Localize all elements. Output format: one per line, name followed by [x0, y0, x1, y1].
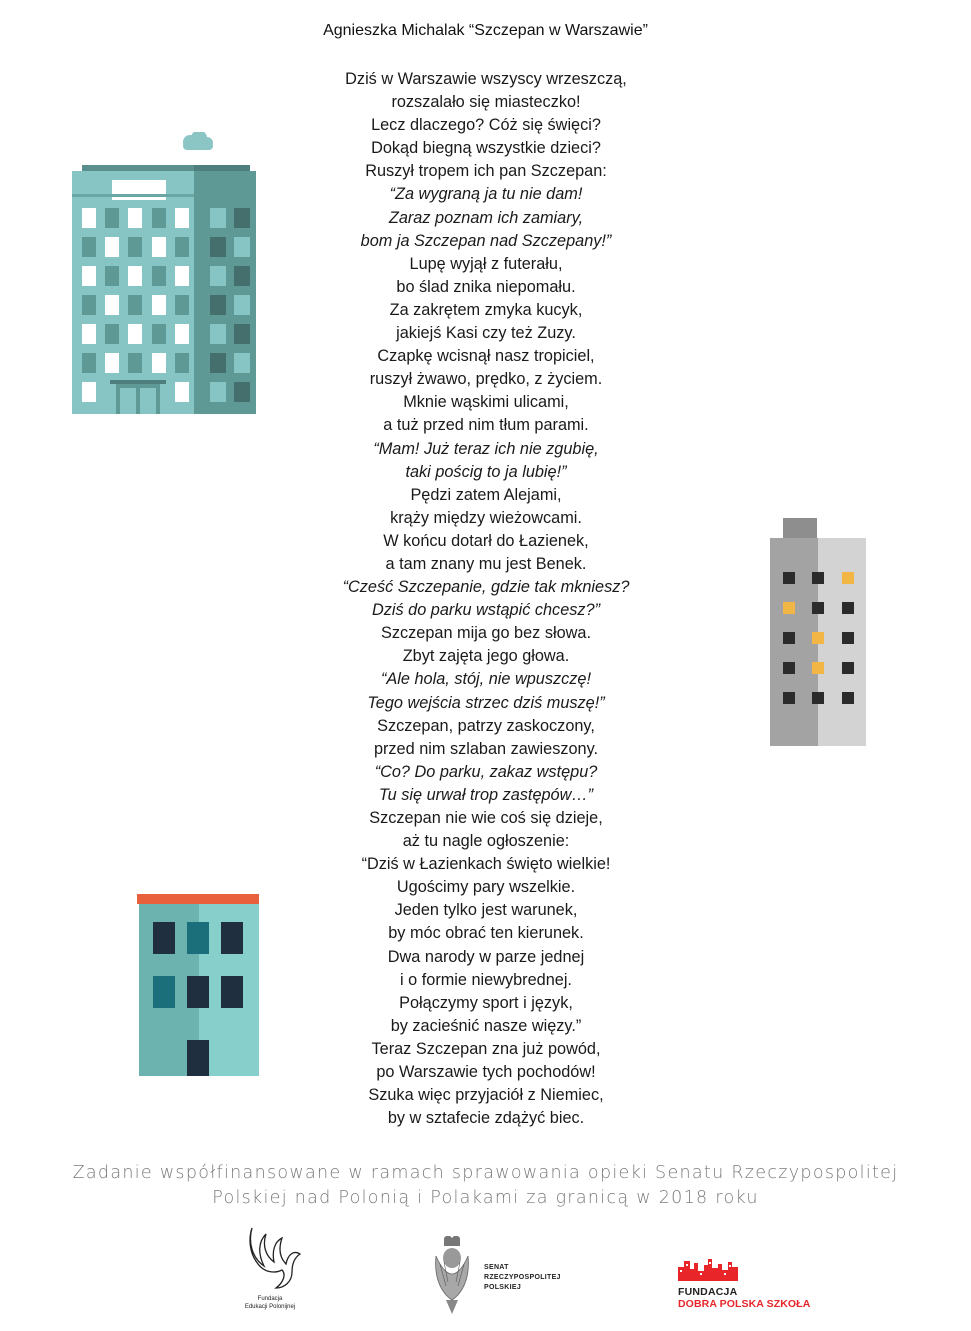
dps-line-2: DOBRA POLSKA SZKOŁA [678, 1298, 811, 1310]
senat-line-1: SENAT [484, 1264, 509, 1271]
poem-line: Ugościmy pary wszelkie. [396, 878, 576, 897]
poem-line: przed nim szlaban zawieszony. [373, 739, 599, 758]
poem-line: po Warszawie tych pochodów! [376, 1063, 596, 1082]
poem-line: Pędzi zatem Alejami, [410, 485, 562, 504]
eagle-icon [238, 1224, 308, 1292]
poem-line: by zacieśnić nasze więzy.” [390, 1016, 582, 1035]
poem-line: a tuż przed nim tłum parami. [383, 416, 589, 435]
teal-office-building-icon [70, 132, 260, 414]
poem-line: Szczepan mija go bez słowa. [381, 624, 591, 643]
poem-line: Zbyt zajęta jego głowa. [402, 647, 570, 666]
poem-line: “Co? Do parku, zakaz wstępu? [374, 762, 598, 781]
poem-line: by w sztafecie zdążyć biec. [387, 1109, 585, 1128]
poem-line: Połączymy sport i język, [399, 993, 573, 1012]
poem-line: a tam znany mu jest Benek. [385, 554, 587, 573]
poem-line: krąży między wieżowcami. [390, 508, 582, 527]
page-title: Agnieszka Michalak “Szczepan w Warszawie” [323, 22, 648, 39]
poem-line: “Dziś w Łazienkach święto wielkie! [361, 855, 611, 874]
poem-line: jakiejś Kasi czy też Zuzy. [396, 324, 576, 343]
poem-line: Jeden tylko jest warunek, [394, 901, 578, 920]
poem-body [236, 68, 736, 1130]
poem-line: Tu się urwał trop zastępów…” [378, 785, 594, 804]
poem-line: Lecz dlaczego? Cóż się święci? [371, 116, 601, 135]
poem-line: “Cześć Szczepanie, gdzie tak mkniesz? [342, 578, 630, 597]
dps-line-1: FUNDACJA [678, 1286, 738, 1298]
poem-line: Dwa narody w parze jednej [387, 947, 585, 966]
grey-tower-building-icon [770, 518, 868, 746]
logo-fundacja-edukacji-polonijnej [230, 1224, 310, 1319]
senat-line-2: RZECZYPOSPOLITEJ [484, 1274, 561, 1281]
funding-note-line-1: Zadanie współfinansowane w ramach sprawowania opieki Senatu Rzeczypospolitej [72, 1163, 899, 1183]
poem-line: “Ale hola, stój, nie wpuszczę! [381, 670, 591, 689]
poem-line: Dziś w Warszawie wszyscy wrzeszczą, [345, 70, 627, 88]
poem-line: “Mam! Już teraz ich nie zgubię, [373, 439, 599, 458]
fep-line-1: Fundacja [257, 1296, 283, 1302]
fep-line-2: Edukacji Polonijnej [244, 1304, 296, 1310]
poem-line: bo ślad znika niepomału. [396, 277, 576, 296]
poem-line: bom ja Szczepan nad Szczepany!” [360, 231, 612, 250]
senate-eagle-icon [432, 1236, 472, 1316]
logo-senat-rp [432, 1236, 572, 1316]
poem-line: Mknie wąskimi ulicami, [403, 393, 569, 412]
poem-line: Czapkę wcisnął nasz tropiciel, [377, 347, 595, 366]
poem-line: W końcu dotarł do Łazienek, [383, 531, 589, 550]
poem-line: “Za wygraną ja tu nie dam! [389, 185, 583, 204]
poem-line: taki pościg to ja lubię!” [405, 462, 567, 481]
poem-line: aż tu nagle ogłoszenie: [402, 832, 570, 851]
poem-line: Dokąd biegną wszystkie dzieci? [371, 139, 601, 158]
poem-line: by móc obrać ten kierunek. [388, 924, 584, 943]
poem-line: Zaraz poznam ich zamiary, [388, 208, 584, 227]
poem-line: Tego wejścia strzec dziś muszę!” [367, 693, 605, 712]
poem-line: ruszył żwawo, prędko, z życiem. [369, 370, 603, 389]
poem-line: Szczepan, patrzy zaskoczony, [377, 716, 595, 735]
poem-line: Za zakrętem zmyka kucyk, [389, 300, 583, 319]
city-skyline-icon [678, 1259, 738, 1281]
poem-line: i o formie niewybrednej. [400, 970, 572, 989]
poem-line: rozszalało się miasteczko! [391, 93, 581, 112]
poem-line: Lupę wyjął z futerału, [409, 254, 563, 273]
teal-house-building-icon [137, 894, 261, 1076]
poem-line: Dziś do parku wstąpić chcesz?” [371, 601, 601, 620]
poem-line: Szczepan nie wie coś się dzieje, [369, 809, 603, 827]
poem-line: Teraz Szczepan zna już powód, [371, 1039, 601, 1058]
poem-line: Ruszył tropem ich pan Szczepan: [365, 162, 607, 181]
senat-line-3: POLSKIEJ [484, 1284, 522, 1291]
poem-line: Szuka więc przyjaciół z Niemiec, [368, 1086, 604, 1105]
funding-note-line-2: Polskiej nad Polonią i Polakami za granicą w 2018 roku [212, 1188, 759, 1208]
funding-note [0, 1161, 971, 1211]
cloud-icon [183, 132, 213, 150]
logo-dobra-polska-szkola [676, 1259, 811, 1314]
